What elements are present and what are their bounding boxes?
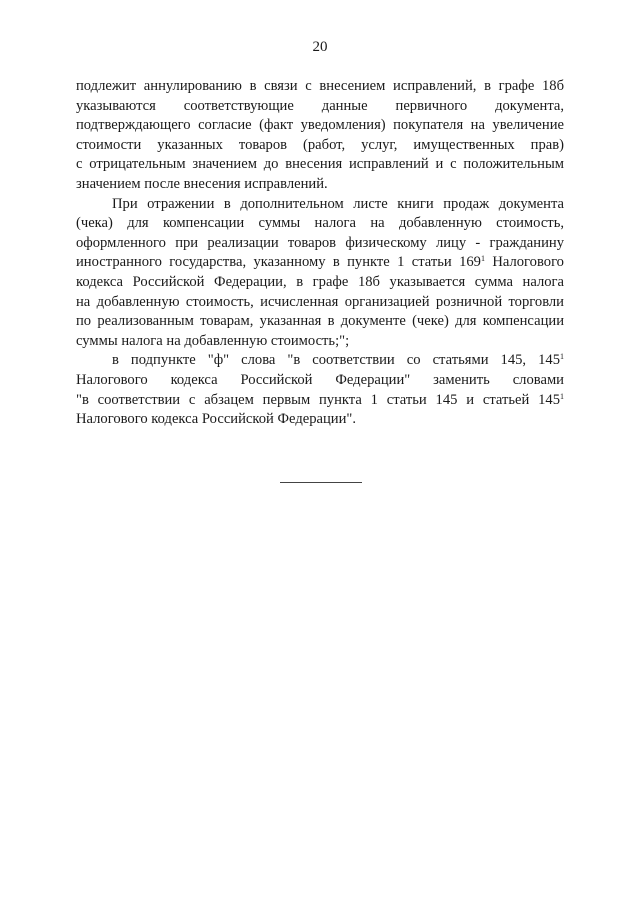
end-divider-line [280, 482, 362, 483]
text-line: по реализованным товарам, указанная в документе (чеке) для компенсации [76, 313, 564, 330]
text-line: Налогового кодекса Российской Федерации" заменить словами [76, 371, 564, 388]
text-line: с отрицательным значением до внесения исправлений и с положительным [76, 156, 564, 173]
text-line: суммы налога на добавленную стоимость;"; [76, 332, 350, 349]
page-number: 20 [312, 39, 328, 55]
paragraph-2 [76, 195, 564, 352]
text-line: подтверждающего согласие (факт уведомления) покупателя на увеличение [76, 117, 564, 134]
text-line-with-superscript [76, 391, 564, 411]
text-line: (чека) для компенсации суммы налога на добавленную стоимость, [76, 215, 564, 232]
text-line-with-superscript [76, 351, 564, 371]
superscript: 1 [560, 352, 564, 362]
paragraph-1 [76, 77, 564, 195]
text-line: При отражении в дополнительном листе книги продаж документа [112, 195, 564, 212]
text-line: подлежит аннулированию в связи с внесением исправлений, в графе 18б [76, 78, 564, 94]
superscript: 1 [560, 391, 564, 401]
text-line: значением после внесения исправлений. [76, 175, 328, 192]
text-segment: "в соответствии с абзацем первым пункта 1 статьи 145 и статьей 145 [76, 391, 560, 408]
text-segment: Налогового [484, 254, 564, 271]
text-line: указываются соответствующие данные первичного документа, [76, 97, 564, 114]
paragraph-3 [76, 351, 564, 429]
document-body [76, 77, 564, 430]
text-line-with-superscript [76, 253, 564, 273]
text-line: Налогового кодекса Российской Федерации". [76, 411, 357, 428]
text-line: оформленного при реализации товаров физическому лицу - гражданину [76, 234, 564, 251]
text-segment: иностранного государства, указанному в пункте 1 статьи 169 [76, 254, 481, 271]
text-line: стоимости указанных товаров (работ, услуг, имущественных прав) [76, 136, 564, 153]
superscript: 1 [480, 254, 485, 264]
text-line: кодекса Российской Федерации, в графе 18б указывается сумма налога [76, 273, 564, 290]
text-segment: в подпункте "ф" слова "в соответствии со статьями 145, 145 [112, 352, 560, 369]
text-line: на добавленную стоимость, исчисленная организацией розничной торговли [76, 293, 564, 310]
